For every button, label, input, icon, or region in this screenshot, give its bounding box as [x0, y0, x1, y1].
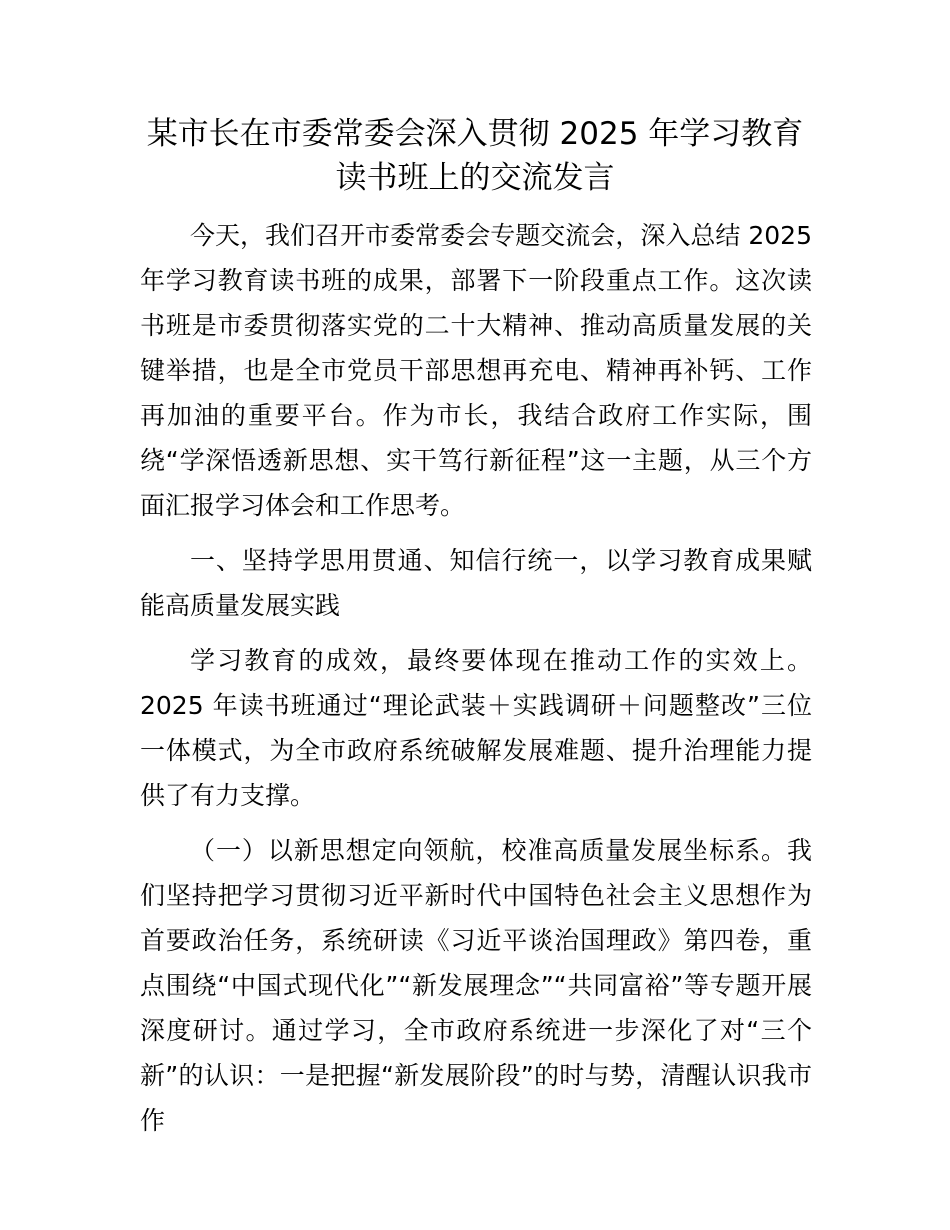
section-1-paragraph: 学习教育的成效，最终要体现在推动工作的实效上。2025 年读书班通过“理论武装＋实践调研＋问题整改”三位一体模式，为全市政府系统破解发展难题、提升治理能力提供了有力支撑。: [140, 646, 812, 810]
document-title: 某市长在市委常委会深入贯彻 2025 年学习教育读书班上的交流发言: [146, 116, 804, 196]
document-body: [140, 213, 812, 1153]
subsection-1-paragraph: （一）以新思想定向领航，校准高质量发展坐标系。我们坚持把学习贯彻习近平新时代中国特色社会主义思想作为首要政治任务，系统研读《习近平谈治国理政》第四卷，重点围绕“中国式现代化”“新发展理念”“共同富裕”等专题开展深度研讨。通过学习，全市政府系统进一步深化了对“三个新”的认识：一是把握“新发展阶段”的时与势，清醒认识我市作: [140, 836, 812, 1135]
intro-paragraph: 今天，我们召开市委常委会专题交流会，深入总结 2025 年学习教育读书班的成果，部署下一阶段重点工作。这次读书班是市委贯彻落实党的二十大精神、推动高质量发展的关键举措，也是全市党员干部思想再充电、精神再补钙、工作再加油的重要平台。作为市长，我结合政府工作实际，围绕“学深悟透新思想、实干笃行新征程”这一主题，从三个方面汇报学习体会和工作思考。: [140, 221, 812, 520]
section-heading-1: 一、坚持学思用贯通、知信行统一，以学习教育成果赋能高质量发展实践: [140, 546, 812, 620]
